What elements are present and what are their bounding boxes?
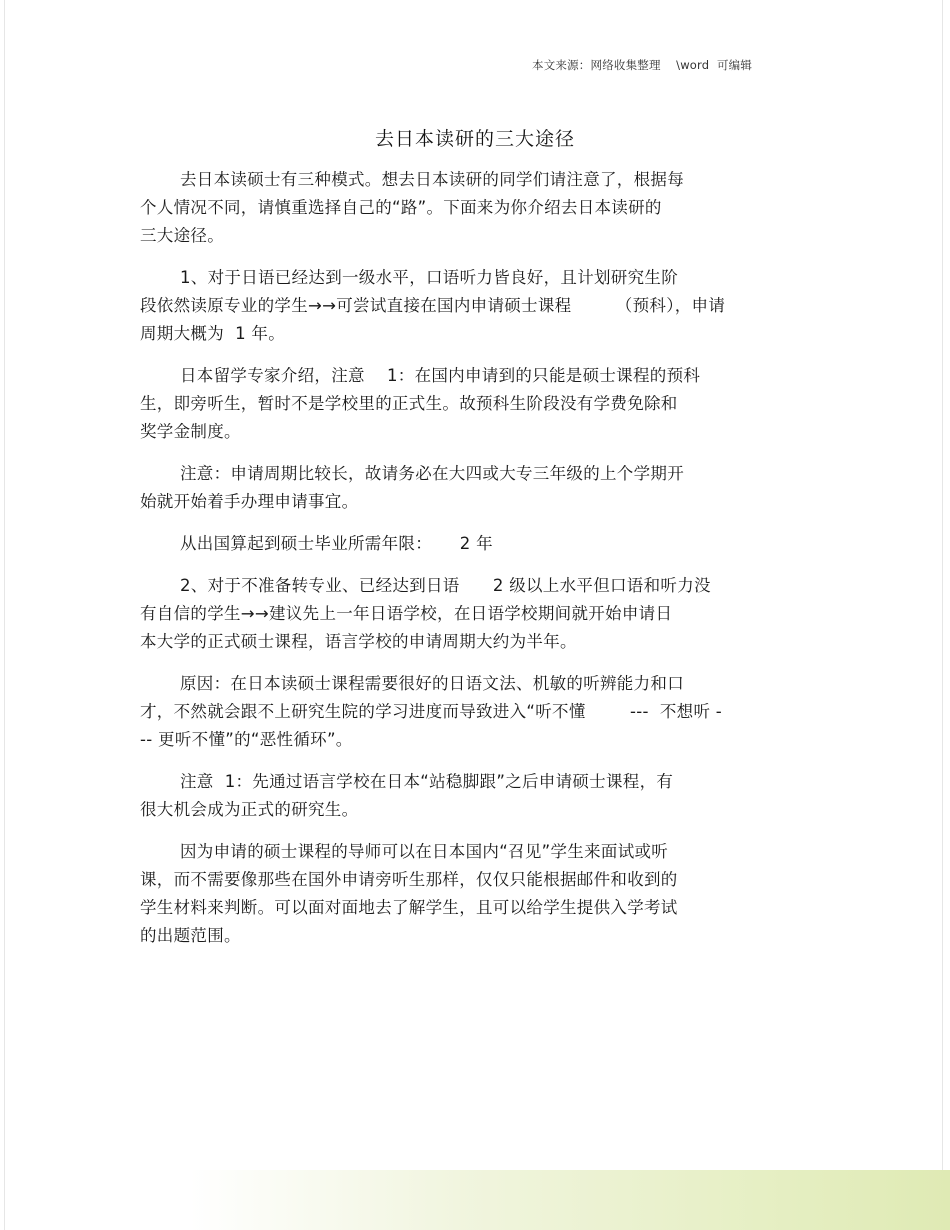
paragraph bbox=[140, 166, 820, 250]
source-note: 本文来源：网络收集整理 \word 可编辑 bbox=[532, 58, 753, 72]
text-line: -- 更听不懂”的“恶性循环”。 bbox=[140, 730, 353, 749]
text-line: 三大途径。 bbox=[140, 226, 224, 245]
paragraph bbox=[140, 530, 820, 558]
text-line: 奖学金制度。 bbox=[140, 422, 241, 441]
text-line: 课，而不需要像那些在国外申请旁听生那样，仅仅只能根据邮件和收到的 bbox=[140, 870, 678, 889]
text-line: 从出国算起到硕士毕业所需年限： 2 年 bbox=[180, 534, 493, 553]
text-line: 学生材料来判断。可以面对面地去了解学生，且可以给学生提供入学考试 bbox=[140, 898, 678, 917]
paragraph bbox=[140, 768, 820, 824]
text-line: 1、对于日语已经达到一级水平，口语听力皆良好，且计划研究生阶 bbox=[180, 268, 678, 287]
text-line: 个人情况不同，请慎重选择自己的“路”。下面来为你介绍去日本读研的 bbox=[140, 198, 662, 217]
paragraph bbox=[140, 264, 820, 348]
text-line: 段依然读原专业的学生→→可尝试直接在国内申请硕士课程 （预科），申请 bbox=[140, 296, 726, 315]
document-title: 去日本读研的三大途径 bbox=[374, 128, 575, 150]
paragraph bbox=[140, 572, 820, 656]
text-line: 的出题范围。 bbox=[140, 926, 241, 945]
text-line: 注意 1：先通过语言学校在日本“站稳脚跟”之后申请硕士课程，有 bbox=[180, 772, 674, 791]
text-line: 原因：在日本读硕士课程需要很好的日语文法、机敏的听辨能力和口 bbox=[180, 674, 684, 693]
paragraph bbox=[140, 362, 820, 446]
text-line: 才，不然就会跟不上研究生院的学习进度而导致进入“听不懂 --- 不想听 - bbox=[140, 702, 723, 721]
text-line: 很大机会成为正式的研究生。 bbox=[140, 800, 359, 819]
text-line: 日本留学专家介绍，注意 1：在国内申请到的只能是硕士课程的预科 bbox=[180, 366, 701, 385]
text-line: 注意：申请周期比较长，故请务必在大四或大专三年级的上个学期开 bbox=[180, 464, 684, 483]
text-line: 去日本读硕士有三种模式。想去日本读研的同学们请注意了，根据每 bbox=[180, 170, 684, 189]
footer-decoration bbox=[190, 1170, 950, 1230]
paragraph bbox=[140, 670, 820, 754]
document-body bbox=[140, 166, 820, 964]
text-line: 2、对于不准备转专业、已经达到日语 2 级以上水平但口语和听力没 bbox=[180, 576, 711, 595]
text-line: 始就开始着手办理申请事宜。 bbox=[140, 492, 359, 511]
text-line: 生，即旁听生，暂时不是学校里的正式生。故预科生阶段没有学费免除和 bbox=[140, 394, 678, 413]
text-line: 本大学的正式硕士课程，语言学校的申请周期大约为半年。 bbox=[140, 632, 577, 651]
text-line: 因为申请的硕士课程的导师可以在日本国内“召见”学生来面试或听 bbox=[180, 842, 669, 861]
text-line: 周期大概为 1 年。 bbox=[140, 324, 286, 343]
paragraph bbox=[140, 460, 820, 516]
paragraph bbox=[140, 838, 820, 950]
text-line: 有自信的学生→→建议先上一年日语学校，在日语学校期间就开始申请日 bbox=[140, 604, 673, 623]
